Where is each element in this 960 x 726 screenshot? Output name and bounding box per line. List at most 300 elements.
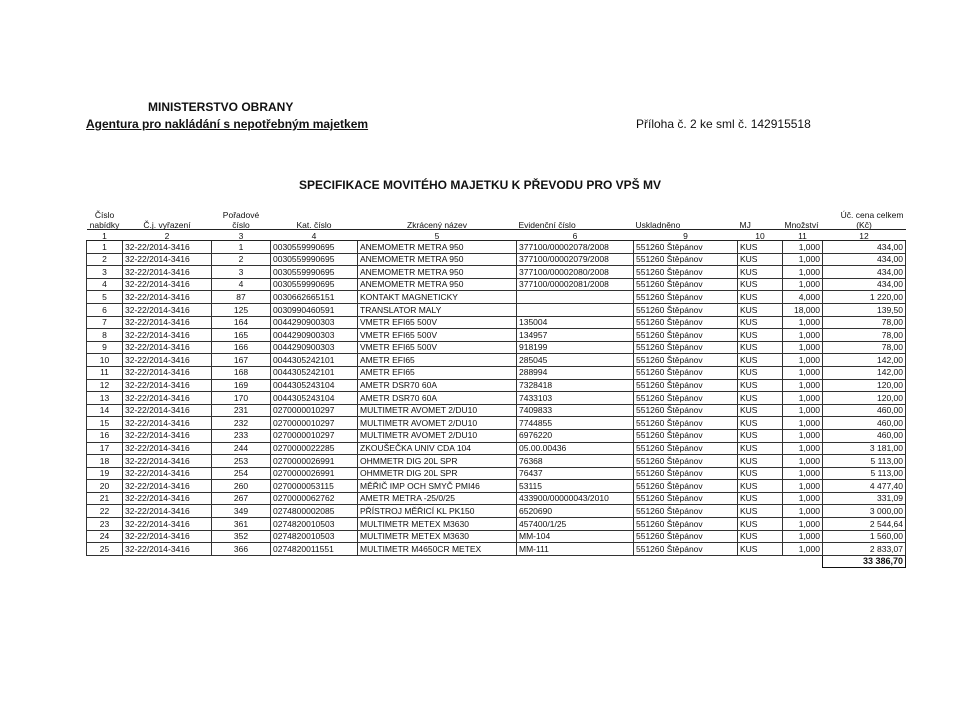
cell-offer-number: 9 bbox=[87, 341, 123, 354]
cell-evidence-number bbox=[517, 291, 634, 304]
specification-table bbox=[86, 209, 906, 568]
cell-storage-location: 551260 Štěpánov bbox=[634, 530, 738, 543]
cell-storage-location: 551260 Štěpánov bbox=[634, 316, 738, 329]
cell-evidence-number: 377100/00002080/2008 bbox=[517, 266, 634, 279]
col-number: 5 bbox=[358, 230, 517, 241]
table-row bbox=[87, 417, 906, 430]
cell-offer-number: 6 bbox=[87, 303, 123, 316]
cell-disposal-ref: 32-22/2014-3416 bbox=[123, 492, 212, 505]
col-offer-line2: nabídky bbox=[87, 219, 123, 230]
cell-price: 460,00 bbox=[823, 404, 906, 417]
cell-price: 142,00 bbox=[823, 366, 906, 379]
cell-item-name: OHMMETR DIG 20L SPR bbox=[358, 455, 517, 468]
cell-item-name: MULTIMETR METEX M3630 bbox=[358, 530, 517, 543]
cell-item-name: ANEMOMETR METRA 950 bbox=[358, 241, 517, 254]
cell-offer-number: 12 bbox=[87, 379, 123, 392]
cell-storage-location: 551260 Štěpánov bbox=[634, 480, 738, 493]
table-row bbox=[87, 492, 906, 505]
total-row bbox=[87, 555, 906, 568]
cell-price: 2 833,07 bbox=[823, 543, 906, 556]
cell-price: 331,09 bbox=[823, 492, 906, 505]
col-offer-line1: Číslo bbox=[94, 209, 115, 219]
cell-catalog-number: 0044290900303 bbox=[271, 341, 358, 354]
cell-disposal-ref: 32-22/2014-3416 bbox=[123, 505, 212, 518]
cell-quantity: 1,000 bbox=[783, 404, 823, 417]
cell-disposal-ref: 32-22/2014-3416 bbox=[123, 467, 212, 480]
cell-quantity: 1,000 bbox=[783, 366, 823, 379]
cell-catalog-number: 0044290900303 bbox=[271, 329, 358, 342]
cell-catalog-number: 0030559990695 bbox=[271, 241, 358, 254]
cell-catalog-number: 0030559990695 bbox=[271, 278, 358, 291]
cell-unit: KUS bbox=[738, 241, 783, 254]
table-row bbox=[87, 455, 906, 468]
table-row bbox=[87, 266, 906, 279]
cell-storage-location: 551260 Štěpánov bbox=[634, 543, 738, 556]
cell-evidence-number: 135004 bbox=[517, 316, 634, 329]
cell-price: 4 477,40 bbox=[823, 480, 906, 493]
cell-quantity: 1,000 bbox=[783, 392, 823, 405]
col-quantity: Množství bbox=[783, 219, 823, 230]
cell-unit: KUS bbox=[738, 530, 783, 543]
cell-evidence-number: MM-104 bbox=[517, 530, 634, 543]
cell-price: 78,00 bbox=[823, 316, 906, 329]
cell-disposal-ref: 32-22/2014-3416 bbox=[123, 429, 212, 442]
cell-unit: KUS bbox=[738, 480, 783, 493]
cell-storage-location: 551260 Štěpánov bbox=[634, 329, 738, 342]
cell-offer-number: 20 bbox=[87, 480, 123, 493]
cell-item-name: ANEMOMETR METRA 950 bbox=[358, 266, 517, 279]
cell-item-name: VMETR EFI65 500V bbox=[358, 316, 517, 329]
cell-storage-location: 551260 Štěpánov bbox=[634, 266, 738, 279]
cell-unit: KUS bbox=[738, 429, 783, 442]
table-row bbox=[87, 278, 906, 291]
cell-storage-location: 551260 Štěpánov bbox=[634, 303, 738, 316]
cell-price: 1 220,00 bbox=[823, 291, 906, 304]
cell-item-name: MULTIMETR METEX M3630 bbox=[358, 518, 517, 531]
cell-storage-location: 551260 Štěpánov bbox=[634, 442, 738, 455]
cell-storage-location: 551260 Štěpánov bbox=[634, 291, 738, 304]
cell-item-name: AMETR DSR70 60A bbox=[358, 379, 517, 392]
cell-price: 78,00 bbox=[823, 341, 906, 354]
cell-catalog-number: 0270000026991 bbox=[271, 455, 358, 468]
table-row bbox=[87, 392, 906, 405]
table-row bbox=[87, 480, 906, 493]
cell-offer-number: 17 bbox=[87, 442, 123, 455]
cell-disposal-ref: 32-22/2014-3416 bbox=[123, 442, 212, 455]
cell-unit: KUS bbox=[738, 455, 783, 468]
cell-offer-number: 4 bbox=[87, 278, 123, 291]
cell-catalog-number: 0044305243104 bbox=[271, 392, 358, 405]
cell-offer-number: 25 bbox=[87, 543, 123, 556]
cell-storage-location: 551260 Štěpánov bbox=[634, 354, 738, 367]
cell-storage-location: 551260 Štěpánov bbox=[634, 341, 738, 354]
col-catalog: Kat. číslo bbox=[271, 219, 358, 230]
agency-name: Agentura pro nakládání s nepotřebným majetkem bbox=[86, 117, 369, 131]
cell-order-number: 254 bbox=[212, 467, 271, 480]
cell-order-number: 167 bbox=[212, 354, 271, 367]
col-number: 3 bbox=[212, 230, 271, 241]
cell-evidence-number: 433900/00000043/2010 bbox=[517, 492, 634, 505]
cell-disposal-ref: 32-22/2014-3416 bbox=[123, 543, 212, 556]
cell-offer-number: 1 bbox=[87, 241, 123, 254]
cell-catalog-number: 0044305242101 bbox=[271, 366, 358, 379]
cell-price: 78,00 bbox=[823, 329, 906, 342]
cell-storage-location: 551260 Štěpánov bbox=[634, 417, 738, 430]
table-row bbox=[87, 543, 906, 556]
cell-storage-location: 551260 Štěpánov bbox=[634, 429, 738, 442]
cell-disposal-ref: 32-22/2014-3416 bbox=[123, 329, 212, 342]
cell-price: 142,00 bbox=[823, 354, 906, 367]
cell-unit: KUS bbox=[738, 518, 783, 531]
cell-storage-location: 551260 Štěpánov bbox=[634, 253, 738, 266]
cell-unit: KUS bbox=[738, 278, 783, 291]
cell-storage-location: 551260 Štěpánov bbox=[634, 241, 738, 254]
cell-item-name: KONTAKT MAGNETICKY bbox=[358, 291, 517, 304]
cell-item-name: AMETR METRA -25/0/25 bbox=[358, 492, 517, 505]
cell-order-number: 1 bbox=[212, 241, 271, 254]
cell-storage-location: 551260 Štěpánov bbox=[634, 467, 738, 480]
cell-disposal-ref: 32-22/2014-3416 bbox=[123, 303, 212, 316]
cell-unit: KUS bbox=[738, 266, 783, 279]
table-row bbox=[87, 530, 906, 543]
cell-unit: KUS bbox=[738, 442, 783, 455]
table-row bbox=[87, 303, 906, 316]
table-row bbox=[87, 354, 906, 367]
cell-disposal-ref: 32-22/2014-3416 bbox=[123, 354, 212, 367]
cell-offer-number: 14 bbox=[87, 404, 123, 417]
col-number: 4 bbox=[271, 230, 358, 241]
cell-disposal-ref: 32-22/2014-3416 bbox=[123, 291, 212, 304]
cell-evidence-number: 285045 bbox=[517, 354, 634, 367]
cell-offer-number: 8 bbox=[87, 329, 123, 342]
cell-catalog-number: 0274820011551 bbox=[271, 543, 358, 556]
cell-evidence-number: 457400/1/25 bbox=[517, 518, 634, 531]
cell-offer-number: 16 bbox=[87, 429, 123, 442]
col-order-line2: číslo bbox=[212, 219, 271, 230]
cell-disposal-ref: 32-22/2014-3416 bbox=[123, 518, 212, 531]
cell-quantity: 1,000 bbox=[783, 316, 823, 329]
cell-quantity: 1,000 bbox=[783, 354, 823, 367]
cell-evidence-number: 76437 bbox=[517, 467, 634, 480]
cell-price: 460,00 bbox=[823, 417, 906, 430]
table-row bbox=[87, 518, 906, 531]
col-price-line2: (Kč) bbox=[823, 219, 906, 230]
col-price-line1: Úč. cena celkem bbox=[840, 209, 904, 219]
cell-storage-location: 551260 Štěpánov bbox=[634, 379, 738, 392]
col-number: 6 bbox=[517, 230, 634, 241]
cell-item-name: TRANSLATOR MALY bbox=[358, 303, 517, 316]
cell-catalog-number: 0270000062762 bbox=[271, 492, 358, 505]
cell-disposal-ref: 32-22/2014-3416 bbox=[123, 253, 212, 266]
cell-item-name: ZKOUŠEČKA UNIV CDA 104 bbox=[358, 442, 517, 455]
cell-item-name: PŘÍSTROJ MĚŘICÍ KL PK150 bbox=[358, 505, 517, 518]
cell-quantity: 1,000 bbox=[783, 480, 823, 493]
cell-order-number: 3 bbox=[212, 266, 271, 279]
cell-catalog-number: 0030559990695 bbox=[271, 253, 358, 266]
col-number: 12 bbox=[823, 230, 906, 241]
cell-evidence-number: 134957 bbox=[517, 329, 634, 342]
cell-offer-number: 18 bbox=[87, 455, 123, 468]
cell-offer-number: 5 bbox=[87, 291, 123, 304]
cell-quantity: 1,000 bbox=[783, 253, 823, 266]
cell-quantity: 1,000 bbox=[783, 455, 823, 468]
col-disposal: Č.j. vyřazení bbox=[123, 219, 212, 230]
cell-unit: KUS bbox=[738, 392, 783, 405]
cell-catalog-number: 0270000053115 bbox=[271, 480, 358, 493]
cell-item-name: AMETR DSR70 60A bbox=[358, 392, 517, 405]
cell-item-name: MULTIMETR AVOMET 2/DU10 bbox=[358, 417, 517, 430]
cell-disposal-ref: 32-22/2014-3416 bbox=[123, 530, 212, 543]
cell-order-number: 267 bbox=[212, 492, 271, 505]
cell-evidence-number: 7409833 bbox=[517, 404, 634, 417]
cell-price: 434,00 bbox=[823, 278, 906, 291]
cell-order-number: 352 bbox=[212, 530, 271, 543]
cell-offer-number: 7 bbox=[87, 316, 123, 329]
cell-unit: KUS bbox=[738, 303, 783, 316]
cell-unit: KUS bbox=[738, 253, 783, 266]
cell-unit: KUS bbox=[738, 341, 783, 354]
cell-order-number: 361 bbox=[212, 518, 271, 531]
cell-price: 139,50 bbox=[823, 303, 906, 316]
table-row bbox=[87, 379, 906, 392]
cell-quantity: 1,000 bbox=[783, 241, 823, 254]
cell-storage-location: 551260 Štěpánov bbox=[634, 278, 738, 291]
cell-storage-location: 551260 Štěpánov bbox=[634, 455, 738, 468]
cell-order-number: 232 bbox=[212, 417, 271, 430]
cell-item-name: AMETR EFI65 bbox=[358, 354, 517, 367]
cell-unit: KUS bbox=[738, 404, 783, 417]
cell-quantity: 1,000 bbox=[783, 341, 823, 354]
table-row bbox=[87, 241, 906, 254]
cell-quantity: 1,000 bbox=[783, 442, 823, 455]
cell-offer-number: 15 bbox=[87, 417, 123, 430]
cell-price: 434,00 bbox=[823, 266, 906, 279]
col-number: 1 bbox=[87, 230, 123, 241]
cell-evidence-number: MM-111 bbox=[517, 543, 634, 556]
total-value: 33 386,70 bbox=[823, 555, 906, 568]
cell-catalog-number: 0030990460591 bbox=[271, 303, 358, 316]
cell-offer-number: 11 bbox=[87, 366, 123, 379]
cell-catalog-number: 0270000026991 bbox=[271, 467, 358, 480]
cell-unit: KUS bbox=[738, 467, 783, 480]
cell-disposal-ref: 32-22/2014-3416 bbox=[123, 404, 212, 417]
cell-storage-location: 551260 Štěpánov bbox=[634, 392, 738, 405]
table-row bbox=[87, 316, 906, 329]
cell-offer-number: 2 bbox=[87, 253, 123, 266]
col-number: 2 bbox=[123, 230, 212, 241]
cell-order-number: 349 bbox=[212, 505, 271, 518]
cell-order-number: 165 bbox=[212, 329, 271, 342]
cell-evidence-number: 288994 bbox=[517, 366, 634, 379]
cell-price: 2 544,64 bbox=[823, 518, 906, 531]
cell-unit: KUS bbox=[738, 366, 783, 379]
table-header bbox=[87, 209, 906, 241]
cell-evidence-number: 6520690 bbox=[517, 505, 634, 518]
cell-order-number: 125 bbox=[212, 303, 271, 316]
cell-quantity: 4,000 bbox=[783, 291, 823, 304]
cell-storage-location: 551260 Štěpánov bbox=[634, 505, 738, 518]
cell-unit: KUS bbox=[738, 329, 783, 342]
cell-evidence-number: 7433103 bbox=[517, 392, 634, 405]
cell-disposal-ref: 32-22/2014-3416 bbox=[123, 341, 212, 354]
cell-order-number: 2 bbox=[212, 253, 271, 266]
cell-quantity: 1,000 bbox=[783, 417, 823, 430]
cell-quantity: 1,000 bbox=[783, 379, 823, 392]
cell-order-number: 164 bbox=[212, 316, 271, 329]
cell-quantity: 1,000 bbox=[783, 518, 823, 531]
cell-price: 3 181,00 bbox=[823, 442, 906, 455]
cell-unit: KUS bbox=[738, 354, 783, 367]
cell-catalog-number: 0270000010297 bbox=[271, 417, 358, 430]
cell-catalog-number: 0044290900303 bbox=[271, 316, 358, 329]
cell-disposal-ref: 32-22/2014-3416 bbox=[123, 379, 212, 392]
cell-quantity: 1,000 bbox=[783, 278, 823, 291]
cell-storage-location: 551260 Štěpánov bbox=[634, 366, 738, 379]
cell-order-number: 87 bbox=[212, 291, 271, 304]
attachment-reference: Příloha č. 2 ke sml č. 142915518 bbox=[636, 117, 811, 131]
col-number: 9 bbox=[634, 230, 738, 241]
cell-disposal-ref: 32-22/2014-3416 bbox=[123, 455, 212, 468]
cell-evidence-number: 05.00.00436 bbox=[517, 442, 634, 455]
cell-order-number: 4 bbox=[212, 278, 271, 291]
cell-unit: KUS bbox=[738, 417, 783, 430]
cell-offer-number: 24 bbox=[87, 530, 123, 543]
cell-quantity: 1,000 bbox=[783, 467, 823, 480]
table-row bbox=[87, 291, 906, 304]
cell-price: 5 113,00 bbox=[823, 455, 906, 468]
cell-order-number: 366 bbox=[212, 543, 271, 556]
cell-catalog-number: 0044305242101 bbox=[271, 354, 358, 367]
cell-offer-number: 22 bbox=[87, 505, 123, 518]
cell-unit: KUS bbox=[738, 379, 783, 392]
cell-quantity: 1,000 bbox=[783, 492, 823, 505]
table-row bbox=[87, 505, 906, 518]
cell-offer-number: 13 bbox=[87, 392, 123, 405]
cell-catalog-number: 0270000010297 bbox=[271, 404, 358, 417]
cell-evidence-number: 53115 bbox=[517, 480, 634, 493]
cell-disposal-ref: 32-22/2014-3416 bbox=[123, 392, 212, 405]
cell-price: 3 000,00 bbox=[823, 505, 906, 518]
table-row bbox=[87, 329, 906, 342]
cell-offer-number: 23 bbox=[87, 518, 123, 531]
cell-quantity: 1,000 bbox=[783, 266, 823, 279]
cell-price: 5 113,00 bbox=[823, 467, 906, 480]
cell-item-name: ANEMOMETR METRA 950 bbox=[358, 253, 517, 266]
cell-storage-location: 551260 Štěpánov bbox=[634, 518, 738, 531]
cell-storage-location: 551260 Štěpánov bbox=[634, 492, 738, 505]
cell-quantity: 1,000 bbox=[783, 543, 823, 556]
table-row bbox=[87, 429, 906, 442]
col-order-line1: Pořadové bbox=[222, 209, 260, 219]
cell-catalog-number: 0044305243104 bbox=[271, 379, 358, 392]
col-name: Zkrácený název bbox=[358, 219, 517, 230]
cell-unit: KUS bbox=[738, 505, 783, 518]
table-row bbox=[87, 341, 906, 354]
cell-order-number: 166 bbox=[212, 341, 271, 354]
cell-disposal-ref: 32-22/2014-3416 bbox=[123, 480, 212, 493]
cell-quantity: 18,000 bbox=[783, 303, 823, 316]
cell-evidence-number: 918199 bbox=[517, 341, 634, 354]
cell-quantity: 1,000 bbox=[783, 530, 823, 543]
table-row bbox=[87, 366, 906, 379]
cell-item-name: VMETR EFI65 500V bbox=[358, 341, 517, 354]
cell-order-number: 244 bbox=[212, 442, 271, 455]
cell-quantity: 1,000 bbox=[783, 429, 823, 442]
cell-disposal-ref: 32-22/2014-3416 bbox=[123, 316, 212, 329]
cell-price: 434,00 bbox=[823, 253, 906, 266]
cell-unit: KUS bbox=[738, 291, 783, 304]
ministry-name: MINISTERSTVO OBRANY bbox=[148, 100, 294, 114]
cell-order-number: 231 bbox=[212, 404, 271, 417]
cell-order-number: 253 bbox=[212, 455, 271, 468]
col-stored: Uskladněno bbox=[634, 219, 738, 230]
cell-price: 460,00 bbox=[823, 429, 906, 442]
cell-price: 434,00 bbox=[823, 241, 906, 254]
table-row bbox=[87, 467, 906, 480]
table-row bbox=[87, 442, 906, 455]
cell-catalog-number: 0270000010297 bbox=[271, 429, 358, 442]
cell-order-number: 168 bbox=[212, 366, 271, 379]
cell-offer-number: 19 bbox=[87, 467, 123, 480]
cell-catalog-number: 0274820010503 bbox=[271, 518, 358, 531]
cell-item-name: MULTIMETR AVOMET 2/DU10 bbox=[358, 429, 517, 442]
table-row bbox=[87, 404, 906, 417]
cell-item-name: MULTIMETR AVOMET 2/DU10 bbox=[358, 404, 517, 417]
cell-item-name: VMETR EFI65 500V bbox=[358, 329, 517, 342]
cell-price: 1 560,00 bbox=[823, 530, 906, 543]
cell-evidence-number: 377100/00002079/2008 bbox=[517, 253, 634, 266]
cell-catalog-number: 0030559990695 bbox=[271, 266, 358, 279]
col-number: 10 bbox=[738, 230, 783, 241]
cell-unit: KUS bbox=[738, 316, 783, 329]
cell-order-number: 233 bbox=[212, 429, 271, 442]
cell-catalog-number: 0274800002085 bbox=[271, 505, 358, 518]
cell-catalog-number: 0030662665151 bbox=[271, 291, 358, 304]
cell-disposal-ref: 32-22/2014-3416 bbox=[123, 417, 212, 430]
table-body bbox=[87, 241, 906, 556]
cell-storage-location: 551260 Štěpánov bbox=[634, 404, 738, 417]
cell-evidence-number bbox=[517, 303, 634, 316]
cell-price: 120,00 bbox=[823, 379, 906, 392]
cell-disposal-ref: 32-22/2014-3416 bbox=[123, 241, 212, 254]
cell-offer-number: 10 bbox=[87, 354, 123, 367]
document-title: SPECIFIKACE MOVITÉHO MAJETKU K PŘEVODU PRO VPŠ MV bbox=[298, 178, 662, 192]
cell-offer-number: 3 bbox=[87, 266, 123, 279]
cell-evidence-number: 377100/00002081/2008 bbox=[517, 278, 634, 291]
cell-item-name: OHMMETR DIG 20L SPR bbox=[358, 467, 517, 480]
cell-offer-number: 21 bbox=[87, 492, 123, 505]
cell-quantity: 1,000 bbox=[783, 505, 823, 518]
cell-item-name: ANEMOMETR METRA 950 bbox=[358, 278, 517, 291]
cell-item-name: MULTIMETR M4650CR METEX bbox=[358, 543, 517, 556]
col-number: 11 bbox=[783, 230, 823, 241]
table-row bbox=[87, 253, 906, 266]
cell-evidence-number: 6976220 bbox=[517, 429, 634, 442]
cell-disposal-ref: 32-22/2014-3416 bbox=[123, 366, 212, 379]
cell-order-number: 169 bbox=[212, 379, 271, 392]
col-unit: MJ bbox=[738, 219, 783, 230]
cell-unit: KUS bbox=[738, 492, 783, 505]
cell-disposal-ref: 32-22/2014-3416 bbox=[123, 266, 212, 279]
cell-quantity: 1,000 bbox=[783, 329, 823, 342]
cell-item-name: MĚŘIČ IMP OCH SMYČ PMI46 bbox=[358, 480, 517, 493]
cell-price: 120,00 bbox=[823, 392, 906, 405]
cell-disposal-ref: 32-22/2014-3416 bbox=[123, 278, 212, 291]
col-evidence: Evidenční číslo bbox=[517, 219, 634, 230]
cell-catalog-number: 0274820010503 bbox=[271, 530, 358, 543]
cell-evidence-number: 76368 bbox=[517, 455, 634, 468]
cell-evidence-number: 7328418 bbox=[517, 379, 634, 392]
